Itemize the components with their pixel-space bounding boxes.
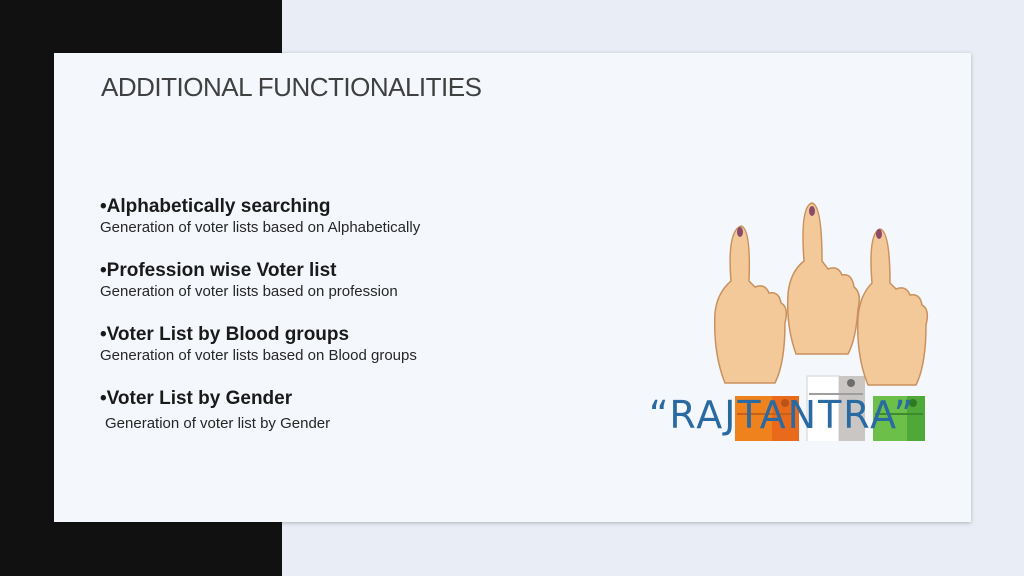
feature-item xyxy=(100,388,580,434)
bullet: • xyxy=(100,324,107,345)
feature-heading: Profession wise Voter list xyxy=(106,260,337,281)
brand-name: “RAJTANTRA” xyxy=(648,393,916,437)
feature-description: Generation of voter lists based on Blood groups xyxy=(100,347,417,364)
feature-item xyxy=(100,260,580,302)
slide-card xyxy=(54,53,971,522)
feature-item xyxy=(100,196,580,238)
feature-heading: Voter List by Gender xyxy=(106,388,293,409)
feature-heading: Alphabetically searching xyxy=(106,196,331,217)
bullet: • xyxy=(100,260,107,281)
feature-description: Generation of voter list by Gender xyxy=(105,415,331,432)
feature-description: Generation of voter lists based on profession xyxy=(100,283,398,300)
bullet: • xyxy=(100,196,107,217)
feature-heading: Voter List by Blood groups xyxy=(106,324,350,345)
feature-description: Generation of voter lists based on Alphabetically xyxy=(100,219,421,236)
bullet: • xyxy=(100,388,107,409)
feature-list xyxy=(100,196,580,456)
feature-item xyxy=(100,324,580,366)
slide-title: ADDITIONAL FUNCTIONALITIES xyxy=(101,72,482,102)
